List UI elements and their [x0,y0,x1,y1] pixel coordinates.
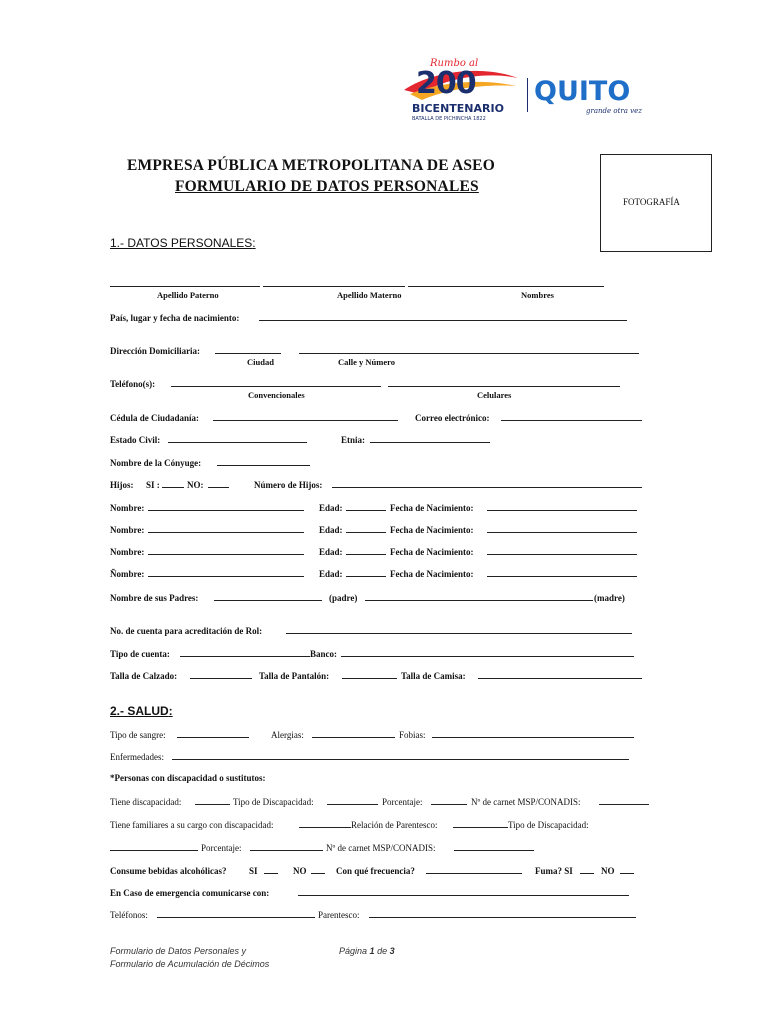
blood-label: Tipo de sangre: [110,730,166,740]
kinship-label: Parentesco: [318,910,360,920]
address-label: Dirección Domiciliaria: [110,346,201,356]
children-si-field[interactable] [162,487,184,488]
alcohol-si-label: SI [249,866,258,876]
child-dob-label: Fecha de Nacimiento: [390,569,474,579]
child-dob-field[interactable] [487,554,637,555]
section2-heading [110,704,173,718]
pants-field[interactable] [342,678,397,679]
has-disability-field[interactable] [195,804,230,805]
last-name-paternal-field[interactable] [110,286,260,287]
frequency-field[interactable] [426,873,522,874]
smoke-no-label: NO [601,866,615,876]
logo-bicentenario-word: BICENTENARIO [412,102,504,115]
photo-label: FOTOGRAFÍA [623,197,680,207]
father-label: (padre) [329,593,358,603]
allergies-label: Alergias: [271,730,304,740]
children-no-field[interactable] [208,487,229,488]
footer-left-line1: Formulario de Datos Personales y [110,946,247,956]
footer-left-line2: Formulario de Acumulación de Décimos [110,959,270,969]
father-field[interactable] [214,600,322,601]
section2-heading-colon: : [168,704,173,718]
child-age-field[interactable] [346,576,386,577]
bank-label: Banco: [310,649,337,659]
phone-landline-sub: Convencionales [248,390,305,400]
child-name-label: Ñombre: [110,569,145,579]
address-street-sub: Calle y Número [338,357,395,367]
civil-field[interactable] [168,442,307,443]
relationship-label: Relación de Parentesco: [351,820,438,830]
disability-type-field[interactable] [327,804,378,805]
phone-mobile-sub: Celulares [477,390,512,400]
section1-heading-text: 1.- DATOS PERSONALES [110,236,253,250]
child-dob-label: Fecha de Nacimiento: [390,503,474,513]
shoe-field[interactable] [190,678,252,679]
birth-field[interactable] [259,320,627,321]
phones-label: Teléfonos: [110,910,148,920]
id-label: Cédula de Ciudadanía: [110,413,200,423]
child-name-field[interactable] [148,554,304,555]
company-title: EMPRESA PÚBLICA METROPOLITANA DE ASEO [127,157,495,174]
phone-landline-field[interactable] [171,386,381,387]
alcohol-no-label: NO [293,866,307,876]
kinship-field[interactable] [369,917,636,918]
id-field[interactable] [213,420,398,421]
blood-field[interactable] [177,737,249,738]
section2-heading-text: 2.- SALUD [110,704,169,718]
phobias-label: Fobias: [399,730,426,740]
shirt-field[interactable] [478,678,642,679]
child-dob-label: Fecha de Nacimiento: [390,547,474,557]
child-age-label: Edad: [319,569,343,579]
shirt-label: Talla de Camisa: [401,671,466,681]
mother-field[interactable] [365,600,593,601]
alcohol-no-field[interactable] [311,873,325,874]
last-name-maternal-field[interactable] [263,286,405,287]
smoke-si-field[interactable] [580,873,594,874]
children-no-label: NO: [187,480,204,490]
num-children-field[interactable] [332,487,642,488]
child-dob-field[interactable] [487,576,637,577]
mother-label: (madre) [594,593,625,603]
spouse-label: Nombre de la Cónyuge: [110,458,202,468]
disability-type2-field[interactable] [110,850,198,851]
ethnicity-label: Etnia: [341,435,366,445]
bank-field[interactable] [341,656,634,657]
relationship-field[interactable] [453,827,508,828]
children-si-label: SI : [146,480,160,490]
account-type-field[interactable] [180,656,310,657]
account-type-label: Tipo de cuenta: [110,649,170,659]
address-street-field[interactable] [299,353,639,354]
disability-heading: *Personas con discapacidad o sustitutos: [110,773,266,783]
child-dob-label: Fecha de Nacimiento: [390,525,474,535]
child-name-field[interactable] [148,510,304,511]
section1-heading [110,236,256,250]
quito-tagline: grande otra vez [586,107,642,115]
percentage-label: Porcentaje: [382,797,423,807]
carnet-label: Nº de carnet MSP/CONADIS: [471,797,581,807]
carnet-field[interactable] [599,804,649,805]
family-disability-field[interactable] [299,827,351,828]
child-age-label: Edad: [319,525,343,535]
pants-label: Talla de Pantalón: [259,671,330,681]
child-name-label: Nombre: [110,525,145,535]
form-title: FORMULARIO DE DATOS PERSONALES [175,178,479,195]
percentage2-label: Porcentaje: [201,843,242,853]
child-age-field[interactable] [346,510,386,511]
diseases-label: Enfermedades: [110,752,164,762]
photo-box [600,154,712,252]
label-apellido-paterno: Apellido Paterno [157,290,219,300]
child-name-field[interactable] [148,576,304,577]
child-dob-field[interactable] [487,510,637,511]
shoe-label: Talla de Calzado: [110,671,178,681]
disability-type-label: Tipo de Discapacidad: [233,797,314,807]
parents-label: Nombre de sus Padres: [110,593,199,603]
frequency-label: Con qué frecuencia? [336,866,415,876]
first-names-field[interactable] [408,286,604,287]
logo-divider [527,78,528,112]
bicentenario-logo [400,56,522,126]
ethnicity-field[interactable] [370,442,490,443]
smoke-no-field[interactable] [620,873,634,874]
child-dob-field[interactable] [487,532,637,533]
smoke-si-label: Fuma? SI [535,866,573,876]
child-name-field[interactable] [148,532,304,533]
phone-label: Teléfono(s): [110,379,156,389]
logo-200: 200 [416,66,476,101]
civil-label: Estado Civil: [110,435,161,445]
alcohol-label: Consume bebidas alcohólicas? [110,866,227,876]
disability-type2-label: Tipo de Discapacidad: [508,820,589,830]
label-apellido-materno: Apellido Materno [337,290,402,300]
quito-logo [534,76,659,120]
emergency-label: En Caso de emergencia comunicarse con: [110,888,270,898]
section1-heading-colon: : [252,236,256,250]
spouse-field[interactable] [217,465,310,466]
child-age-label: Edad: [319,503,343,513]
allergies-field[interactable] [312,737,395,738]
logo-script-text: Rumbo al [430,58,479,69]
child-age-field[interactable] [346,554,386,555]
phobias-field[interactable] [432,737,634,738]
account-field[interactable] [286,633,632,634]
page-of: de [377,946,388,956]
quito-word: QUITO [534,76,631,107]
address-city-sub: Ciudad [247,357,274,367]
carnet2-field[interactable] [454,850,534,851]
email-field[interactable] [501,420,642,421]
address-city-field[interactable] [215,353,281,354]
child-age-field[interactable] [346,532,386,533]
percentage-field[interactable] [431,804,467,805]
has-disability-label: Tiene discapacidad: [110,797,182,807]
family-disability-label: Tiene familiares a su cargo con discapacidad: [110,820,274,830]
carnet2-label: Nº de carnet MSP/CONADIS: [326,843,436,853]
page-word: Página [339,946,368,956]
diseases-field[interactable] [172,759,629,760]
num-children-label: Número de Hijos: [254,480,323,490]
phones-field[interactable] [157,917,315,918]
email-label: Correo electrónico: [415,413,490,423]
account-label: No. de cuenta para acreditación de Rol: [110,626,263,636]
emergency-field[interactable] [298,895,629,896]
child-age-label: Edad: [319,547,343,557]
child-name-label: Nombre: [110,503,145,513]
page-number [339,946,395,956]
alcohol-si-field[interactable] [264,873,278,874]
page-current: 1 [369,946,375,956]
child-name-label: Nombre: [110,547,145,557]
label-nombres: Nombres [521,290,554,300]
birth-label: País, lugar y fecha de nacimiento: [110,313,240,323]
percentage2-field[interactable] [250,850,323,851]
phone-mobile-field[interactable] [388,386,620,387]
page-total: 3 [389,946,395,956]
children-label: Hijos: [110,480,134,490]
logo-bicentenario-sub: BATALLA DE PICHINCHA 1822 [412,116,486,122]
